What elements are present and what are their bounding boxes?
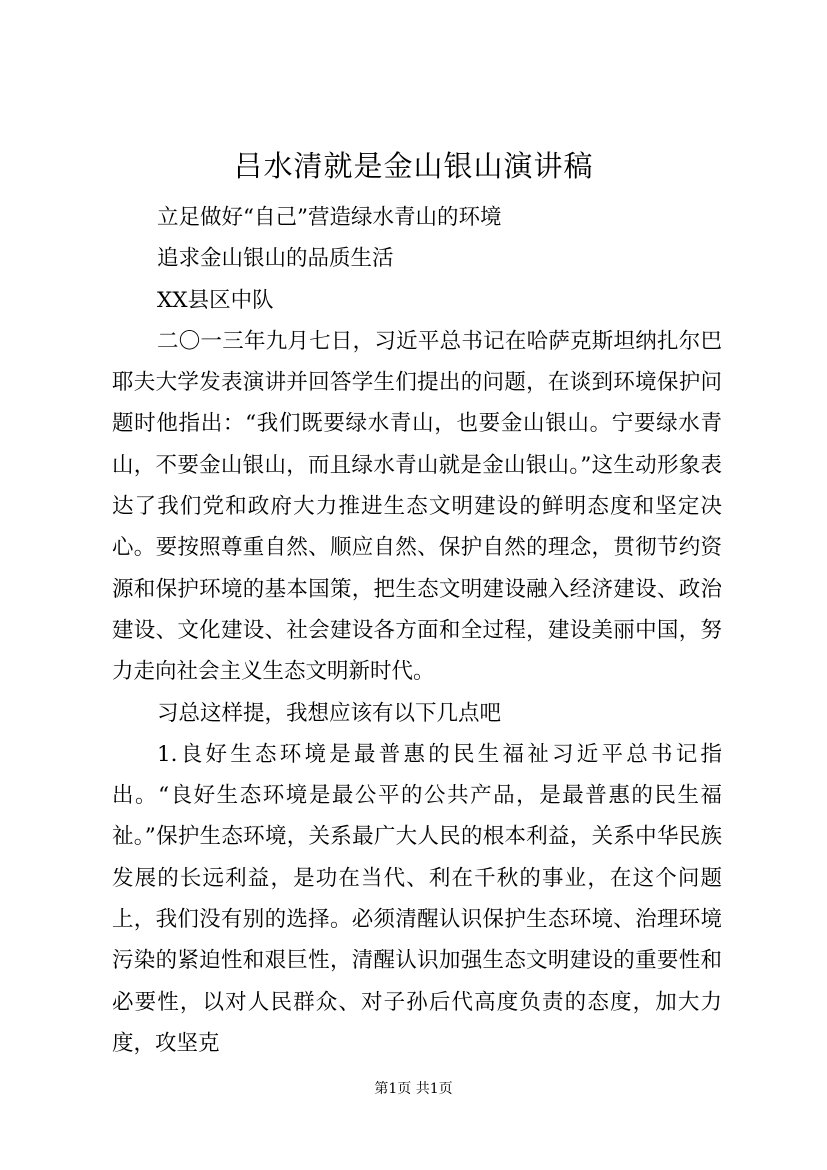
body-paragraph: 追求金山银山的品质生活 xyxy=(157,246,394,272)
body-paragraph: 习总这样提，我想应该有以下几点吧 xyxy=(157,700,502,726)
body-paragraph: 立足做好“自己”营造绿水青山的环境 xyxy=(157,205,502,230)
page-footer: 第1页 共1页 xyxy=(374,1081,453,1097)
document-title: 吕水清就是金山银山演讲稿 xyxy=(233,149,594,183)
document-body xyxy=(112,197,722,1064)
body-paragraph: 二〇一三年九月七日，习近平总书记在哈萨克斯坦纳扎尔巴耶夫大学发表演讲并回答学生们提出的问题，在谈到环境保护问题时他指出：“我们既要绿水青山，也要金山银山。宁要绿水青山，不要金山银山，而且绿水青山就是金山银山。”这生动形象表达了我们党和政府大力推进生态文明建设的鲜明态度和坚定决心。要按照尊重自然、顺应自然、保护自然的理念，贯彻节约资源和保护环境的基本国策，把生态文明建设融入经济建设、政治建设、文化建设、社会建设各方面和全过程，建设美丽中国，努力走向社会主义生态文明新时代。 xyxy=(112,328,722,685)
body-paragraph: XX县区中队 xyxy=(157,287,274,313)
body-paragraph: 1.良好生态环境是最普惠的民生福祉习近平总书记指出。“良好生态环境是最公平的公共产品，是最普惠的民生福祉。”保护生态环境，关系最广大人民的根本利益，关系中华民族发展的长远利益，是功在当代、利在千秋的事业，在这个问题上，我们没有别的选择。必须清醒认识保护生态环境、治理环境污染的紧迫性和艰巨性，清醒认识加强生态文明建设的重要性和必要性，以对人民群众、对子孙后代高度负责的态度，加大力度，攻坚克 xyxy=(112,741,722,1056)
